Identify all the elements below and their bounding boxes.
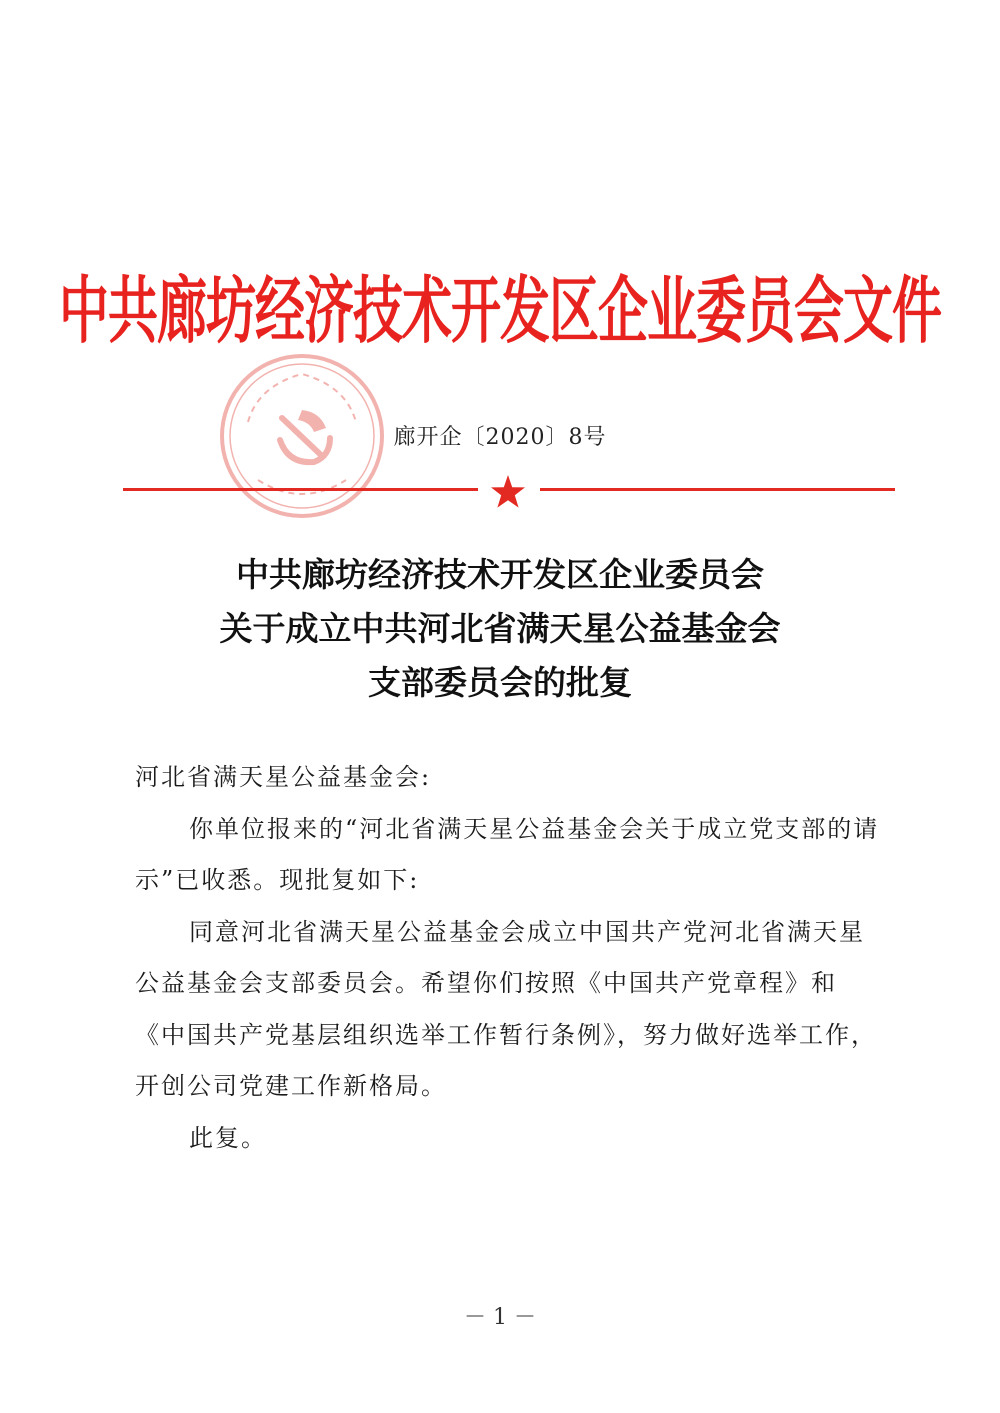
title-line-3: 支部委员会的批复 <box>368 663 632 702</box>
body-paragraph-2: 同意河北省满天星公益基金会成立中国共产党河北省满天星公益基金会支部委员会。希望你们按照《中国共产党章程》和《中国共产党基层组织选举工作暂行条例》，努力做好选举工作，开创公司党建工作新格局。 <box>135 917 877 1100</box>
masthead-title: 中共廊坊经济技术开发区企业委员会文件 <box>59 269 941 354</box>
document-title <box>0 548 1000 710</box>
red-divider-right <box>540 488 895 491</box>
document-body <box>135 752 887 1164</box>
red-divider-left <box>123 488 478 491</box>
document-number: 廊开企〔2020〕8号 <box>393 425 607 450</box>
body-paragraph-1: 你单位报来的“河北省满天星公益基金会关于成立党支部的请示”已收悉。现批复如下: <box>135 814 880 894</box>
title-line-2: 关于成立中共河北省满天星公益基金会 <box>219 609 781 648</box>
page-number: － 1 － <box>464 1305 536 1330</box>
closing-remark: 此复。 <box>189 1123 267 1152</box>
title-line-1: 中共廊坊经济技术开发区企业委员会 <box>236 555 764 594</box>
red-star-icon <box>490 474 526 510</box>
salutation: 河北省满天星公益基金会: <box>135 763 432 791</box>
